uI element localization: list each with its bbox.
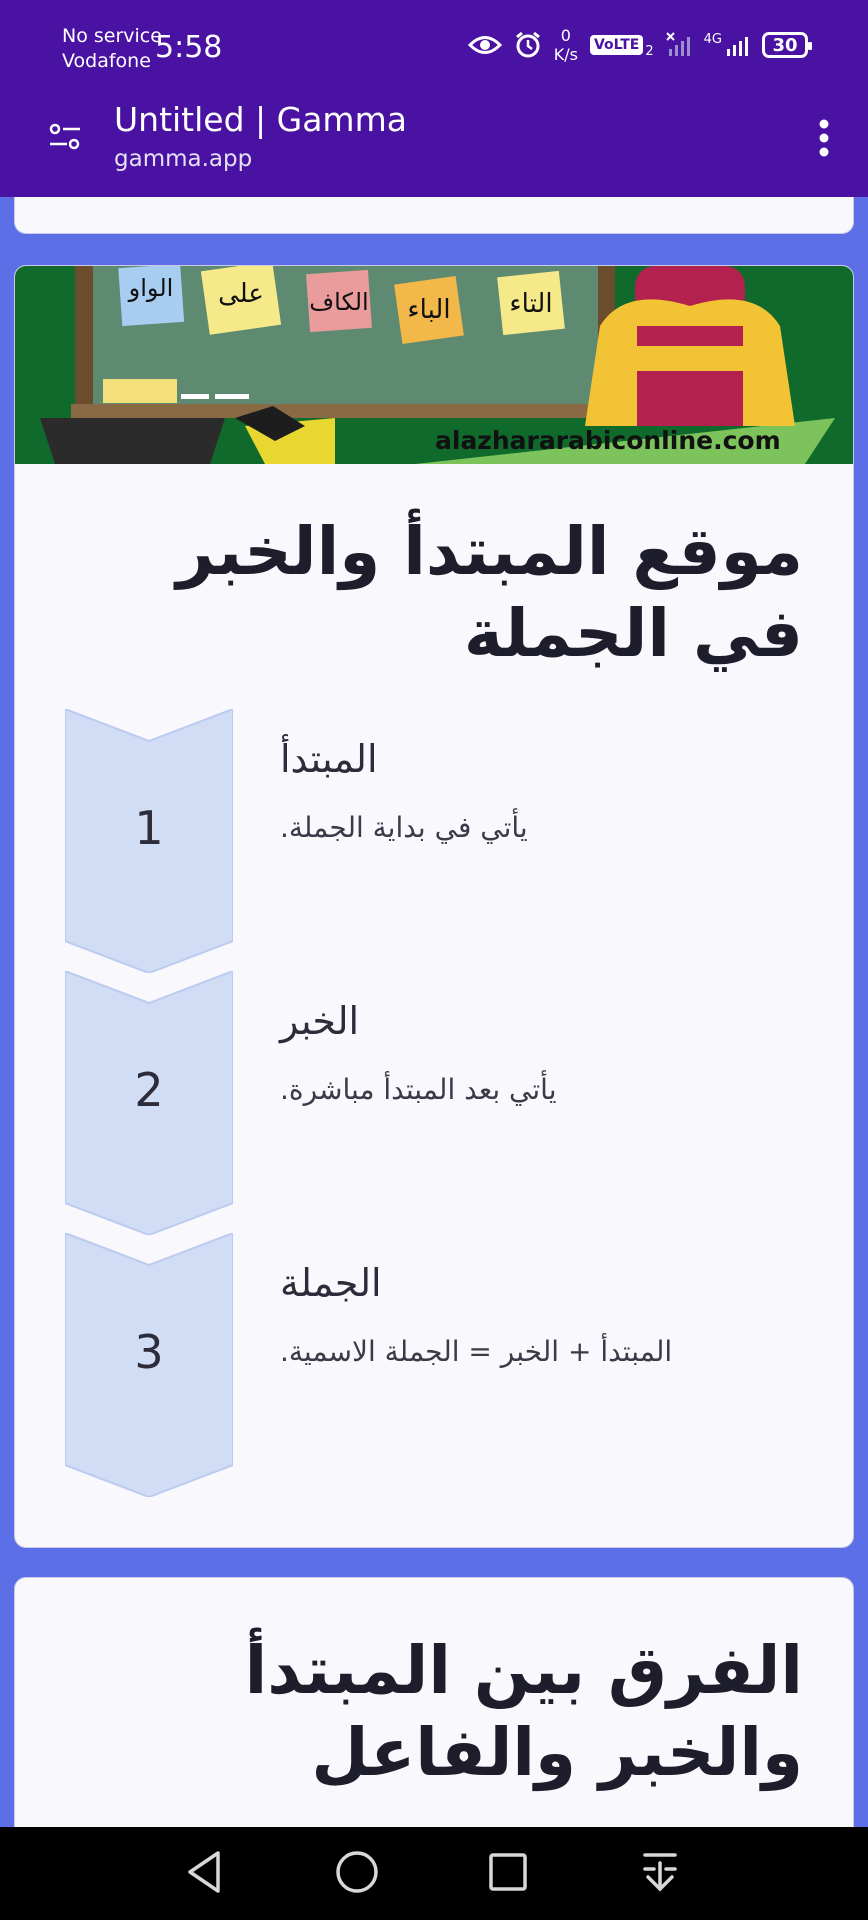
battery-indicator: 30 (762, 32, 808, 58)
system-nav-bar (0, 1827, 868, 1920)
letter-card-4 (201, 266, 281, 335)
page-title: Untitled | Gamma (114, 100, 407, 139)
home-icon[interactable] (334, 1849, 380, 1899)
back-icon[interactable] (184, 1849, 224, 1899)
letter-card-label-2: الباء (407, 295, 451, 325)
previous-card (14, 197, 854, 234)
eye-icon (468, 34, 502, 56)
step-description: المبتدأ + الخبر = الجملة الاسمية. (280, 1335, 673, 1368)
step-number: 2 (134, 1063, 164, 1117)
letter-card-1 (497, 271, 565, 335)
clock: 5:58 (155, 30, 223, 65)
signal-off-icon (666, 32, 692, 58)
letter-card-2 (394, 276, 464, 344)
sim-index: 2 (645, 43, 654, 59)
banner-image (15, 266, 854, 464)
signal-icon (724, 32, 750, 58)
carrier-line-2: Vodafone (62, 50, 151, 72)
network-type: 4G (703, 31, 722, 47)
step-description: يأتي بعد المبتدأ مباشرة. (280, 1073, 557, 1106)
step-item (65, 709, 805, 949)
letter-card-5 (118, 266, 184, 326)
notifications-down-icon[interactable] (640, 1849, 680, 1899)
letter-card-label-5: الواو (128, 274, 174, 302)
volte-badge: VoLTE (590, 35, 643, 55)
content-card (14, 265, 854, 1548)
step-description: يأتي في بداية الجملة. (280, 811, 528, 844)
letter-card-label-4: على (218, 279, 264, 309)
step-number: 1 (134, 801, 164, 855)
alarm-icon (514, 31, 542, 59)
step-title: المبتدأ (280, 737, 378, 781)
step-number: 3 (134, 1325, 164, 1379)
step-item (65, 1233, 805, 1473)
net-speed-value: 0 (560, 26, 571, 45)
tune-icon[interactable] (48, 122, 82, 156)
next-section-heading: الفرق بين المبتدأ والخبر والفاعل (244, 1632, 803, 1791)
letter-card-3 (306, 270, 372, 332)
carrier-info (62, 24, 162, 74)
letter-card-label-3: الكاف (309, 288, 369, 316)
step-title: الجملة (280, 1261, 382, 1305)
step-item (65, 971, 805, 1211)
carrier-line-1: No service (62, 25, 162, 47)
status-bar (0, 0, 868, 92)
banner-website: alazhararabiconline.com (435, 426, 781, 455)
section-heading: موقع المبتدأ والخبر في الجملة (176, 513, 803, 672)
recents-icon[interactable] (488, 1849, 528, 1899)
page-url: gamma.app (114, 146, 253, 172)
letter-card-label-1: التاء (509, 289, 553, 319)
browser-app-bar (0, 92, 868, 197)
status-icons (468, 26, 808, 64)
more-vert-icon[interactable] (818, 118, 830, 162)
step-title: الخبر (280, 999, 360, 1043)
net-speed (554, 26, 578, 64)
net-speed-unit: K/s (553, 45, 578, 64)
